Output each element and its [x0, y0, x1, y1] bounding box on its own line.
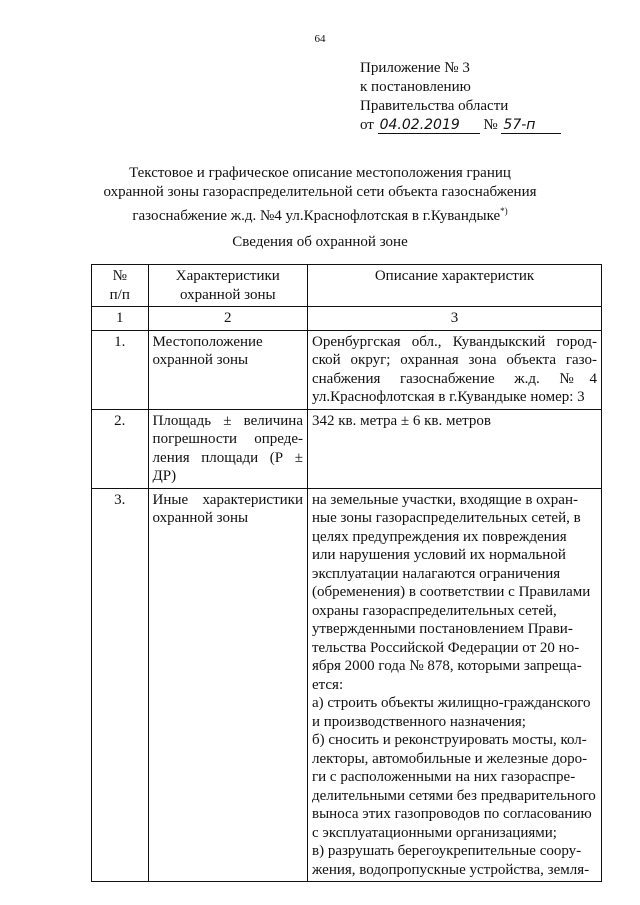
appendix-line: Правительства области	[360, 98, 509, 114]
column-number-cell: 3	[308, 307, 602, 331]
description-line: в) разрушать берегоукрепительные соору-	[312, 843, 582, 859]
handwritten-number: 57-п	[501, 118, 561, 134]
appendix-line: Приложение № 3	[360, 60, 470, 76]
title-line-text: газоснабжение ж.д. №4 ул.Краснофлотская в г.Кувандыке	[132, 208, 501, 224]
column-number-cell: 2	[148, 307, 307, 331]
description-line: б) сносить и реконструировать мосты, кол-	[312, 732, 587, 748]
description-line: а) строить объекты жилищно-гражданского	[312, 695, 591, 711]
description-line: или нарушения условий их нормальной	[312, 547, 566, 563]
description-line: делительными сетями без предварительного	[312, 787, 596, 804]
page-number: 64	[314, 33, 326, 45]
header-cell-description: Описание характеристик	[308, 265, 602, 307]
characteristic-text: охранной зоны	[152, 352, 249, 368]
number-label: №	[483, 117, 498, 133]
description-line: (обременения) в соответствии с Правилами	[312, 584, 591, 600]
title-line	[60, 202, 580, 226]
appendix-line: к постановлению	[360, 79, 471, 95]
description-line: выноса этих газопроводов по согласованию	[312, 806, 592, 822]
document-title	[60, 164, 580, 226]
description-line: и производственного назначения;	[312, 713, 526, 730]
description-line: целях предупреждения их повреждения	[312, 528, 567, 545]
description-line: ги с расположенными на них газораспре-	[312, 769, 576, 785]
description-line: ября 2000 года № 878, которыми запреща-	[312, 658, 582, 674]
zone-table	[91, 264, 602, 882]
appendix-date-line	[360, 116, 561, 135]
description-line: лекторы, автомобильные и железные доро-	[312, 750, 588, 767]
table-row	[92, 330, 602, 409]
description-line: жения, водопропускные устройства, земля-	[312, 861, 590, 878]
description-line: тельства Российской Федерации от 20 но-	[312, 639, 580, 656]
row-number-cell: 3.	[92, 488, 149, 882]
header-cell-characteristics	[148, 265, 307, 307]
header-text: п/п	[109, 286, 130, 303]
column-number-row	[92, 307, 602, 331]
description-cell	[308, 488, 602, 882]
row-number-cell: 1.	[92, 330, 149, 409]
description-line: с эксплуатационными организациями;	[312, 824, 557, 841]
characteristic-text: Местоположение	[152, 333, 263, 350]
header-text: Характеристики	[175, 268, 280, 284]
characteristic-cell: Иные характеристики охранной зоны	[148, 488, 307, 882]
description-line: ется:	[312, 676, 344, 693]
title-line: Текстовое и графическое описание местоположения границ	[129, 165, 511, 181]
characteristic-cell: Площадь ± величина погрешности опреде-ления площади (Р ± ДР)	[148, 409, 307, 488]
description-line: ные зоны газораспределительных сетей, в	[312, 510, 581, 526]
table-header-row	[92, 265, 602, 307]
characteristic-cell	[148, 330, 307, 409]
from-label: от	[360, 117, 374, 133]
title-line: охранной зоны газораспределительной сети объекта газоснабжения	[103, 184, 537, 200]
description-line: на земельные участки, входящие в охран-	[312, 491, 578, 508]
table-row	[92, 488, 602, 882]
column-number-cell: 1	[92, 307, 149, 331]
description-line: охраны газораспределительных сетей,	[312, 602, 557, 619]
description-line: утвержденными постановлением Прави-	[312, 621, 573, 637]
section-subtitle: Сведения об охранной зоне	[232, 234, 408, 250]
description-line: эксплуатации налагаются ограничения	[312, 565, 561, 582]
footnote-mark: *)	[500, 206, 508, 216]
appendix-header	[360, 59, 561, 135]
header-cell-number	[92, 265, 149, 307]
description-cell: Оренбургская обл., Кувандыкский город-ской округ; охранная зона объекта газо-снабжения газоснабжение ж.д. №4 ул.Краснофлотская в г.Кувандыке номер: 3	[308, 330, 602, 409]
header-text: охранной зоны	[179, 286, 276, 303]
header-text: №	[112, 268, 127, 284]
row-number-cell: 2.	[92, 409, 149, 488]
handwritten-date: 04.02.2019	[378, 118, 480, 134]
description-cell: 342 кв. метра ± 6 кв. метров	[308, 409, 602, 488]
table-row	[92, 409, 602, 488]
